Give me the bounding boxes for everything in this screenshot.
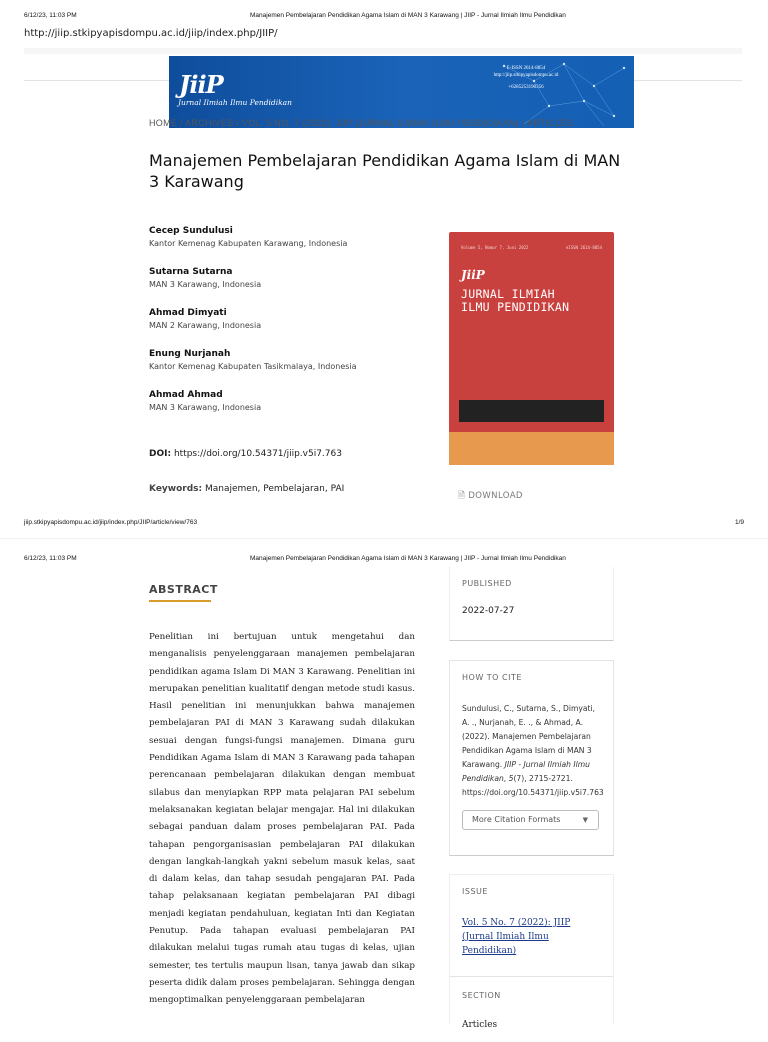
print-page-title: Manajemen Pembelajaran Pendidikan Agama Islam di MAN 3 Karawang | JIIP - Jurnal Ilmiah Ilmu Pendidikan [250,12,566,19]
print-timestamp: 6/12/23, 11:03 PM [24,12,77,19]
citation-post: (7), 2715-2721. https://doi.org/10.54371/jiip.v5i7.763 [462,774,604,797]
citation-pre: Sundulusi, C., Sutarna, S., Dimyati, A. ., Nurjanah, E. ., & Ahmad, A. (2022). Manajemen Pembelajaran Pendidikan Agama Islam di MAN 3 Karawang. [462,704,596,769]
citation-volume: 5 [508,774,514,783]
cover-volume: Volume 5, Nomor 7, Juni 2022 [461,245,529,250]
header-strip [24,48,742,54]
print-footer-url: jiip.stkipyapisdompu.ac.id/jiip/index.php/JIIP/article/view/763 [24,519,198,526]
download-button[interactable] [458,490,523,504]
banner-phone: +6285253190356 [508,85,544,90]
section-label: SECTION [462,991,501,1000]
author-name: Ahmad Dimyati [149,308,227,318]
cover-logo: JiiP [461,268,485,282]
published-box [449,567,614,641]
author-entry [149,390,429,431]
print-header [0,12,768,26]
abstract-text: Penelitian ini bertujuan untuk mengetahui dan menganalisis penyelenggaraan manajemen pembelajaran pendidikan agama Islam Di MAN 3 Karawang. Penelitian ini merupakan penelitian kualitatif dengan metode studi kasus. Hasil penelitian ini menunjukkan bahwa manajemen pembelajaran PAI di MAN 3 Karawang sudah dilakukan sesuai dengan fungsi-fungsi manajemen. Dimana guru Pendidikan Agama Islam di MAN 3 Karawang pada tahapan perencanaan pembelajaran dilakukan dengan membuat silabus dan menyiapkan RPP mata pelajaran PAI sebelum melaksanakan kegiatan belajar mengajar. Hal ini dilakukan sebagai panduan dalam proses pembelajaran PAI. Pada tahapan pengorganisasian pembelajaran PAI dilakukan dengan langkah-langkah yakni sebelum masuk kelas, saat di dalam kelas, dan tahap sesudah pengajaran PAI. Pada tahap pelaksanaan kegiatan pembelajaran PAI dibagi menjadi kegiatan pendahuluan, kegiatan Inti dan Kegiatan Penutup. Pada tahapan evaluasi pembelajaran PAI dilakukan melalui tugas rumah atau tugas di kelas, ujian semester, tes tertulis maupun lisan, tanya jawab dan sikap peserta didik dalam proses pembelajaran. Sehingga dengan mengoptimalkan penyelenggaraan pembelajaran [149,632,415,1006]
published-label: PUBLISHED [462,579,512,588]
cover-title-line2: ILMU PENDIDIKAN [461,300,570,314]
author-entry [149,308,429,349]
banner-site: http://jiip.stkipyapisdompu.ac.id [493,72,559,78]
citation-sep: , [503,774,509,783]
more-citation-formats-dropdown[interactable] [462,810,599,830]
how-to-cite-label: HOW TO CITE [462,673,522,682]
author-name: Cecep Sundulusi [149,226,233,236]
print-timestamp: 6/12/23, 11:03 PM [24,555,77,562]
cover-title [461,288,569,314]
keywords-label: Keywords: [149,484,203,494]
keywords-value: Manajemen, Pembelajaran, PAI [205,484,345,494]
cover-info-strip [459,400,604,422]
author-entry [149,349,429,390]
author-list [149,226,429,431]
author-affiliation: Kantor Kemenag Kabupaten Karawang, Indonesia [149,239,348,248]
abstract-underline [149,600,211,602]
cover-title-line1: JURNAL ILMIAH [461,287,555,301]
citation-journal: JIIP - Jurnal Ilmiah Ilmu Pendidikan [462,760,590,783]
cover-footer-band [449,432,614,465]
page-separator [0,538,768,539]
author-name: Enung Nurjanah [149,349,231,359]
print-footer [0,519,768,531]
author-entry [149,267,429,308]
author-name: Sutarna Sutarna [149,267,233,277]
issue-section-box [449,874,614,1030]
section-divider [450,976,613,977]
how-to-cite-box [449,660,614,856]
caret-down-icon: ▼ [582,816,588,824]
jiip-logo: JiiP [179,70,223,99]
citation-text [462,702,604,800]
cover-eissn: eISSN 2614-8854 [565,245,602,250]
more-citation-label: More Citation Formats [472,815,561,824]
breadcrumb[interactable]: HOME / ARCHIVES / VOL. 5 NO. 7 (2022): JIIP (JURNAL ILMIAH ILMU PENDIDIKAN) / ARTICLES [149,118,574,128]
print-page-number: 1/9 [734,519,744,526]
author-affiliation: MAN 2 Karawang, Indonesia [149,321,262,330]
print-header [0,555,768,569]
issue-label: ISSUE [462,887,488,896]
author-affiliation: MAN 3 Karawang, Indonesia [149,280,262,289]
issue-link[interactable]: Vol. 5 No. 7 (2022): JIIP (Jurnal Ilmiah Ilmu Pendidikan) [462,918,571,956]
author-affiliation: Kantor Kemenag Kabupaten Tasikmalaya, Indonesia [149,362,357,371]
article-title: Manajemen Pembelajaran Pendidikan Agama Islam di MAN 3 Karawang [149,151,621,191]
doi-label: DOI: [149,449,172,459]
site-url[interactable]: http://jiip.stkipyapisdompu.ac.id/jiip/index.php/JIIP/ [24,28,278,39]
doi-link[interactable]: https://doi.org/10.54371/jiip.v5i7.763 [173,449,342,459]
banner-subtitle: Jurnal Ilmiah Ilmu Pendidikan [178,98,292,107]
abstract-heading: ABSTRACT [149,583,218,596]
keywords-line [149,484,344,494]
download-label: DOWNLOAD [468,491,523,501]
author-affiliation: MAN 3 Karawang, Indonesia [149,403,262,412]
author-name: Ahmad Ahmad [149,390,223,400]
file-icon: 🗎 [458,491,466,501]
banner-eissn: E-ISSN 2614-8854 [506,66,546,71]
journal-cover-image[interactable] [449,232,614,465]
author-entry [149,226,429,267]
cover-header [461,245,602,250]
print-page-title: Manajemen Pembelajaran Pendidikan Agama Islam di MAN 3 Karawang | JIIP - Jurnal Ilmiah Ilmu Pendidikan [250,555,566,562]
section-value: Articles [462,1020,498,1030]
published-date: 2022-07-27 [462,606,515,616]
doi-line [149,449,342,459]
